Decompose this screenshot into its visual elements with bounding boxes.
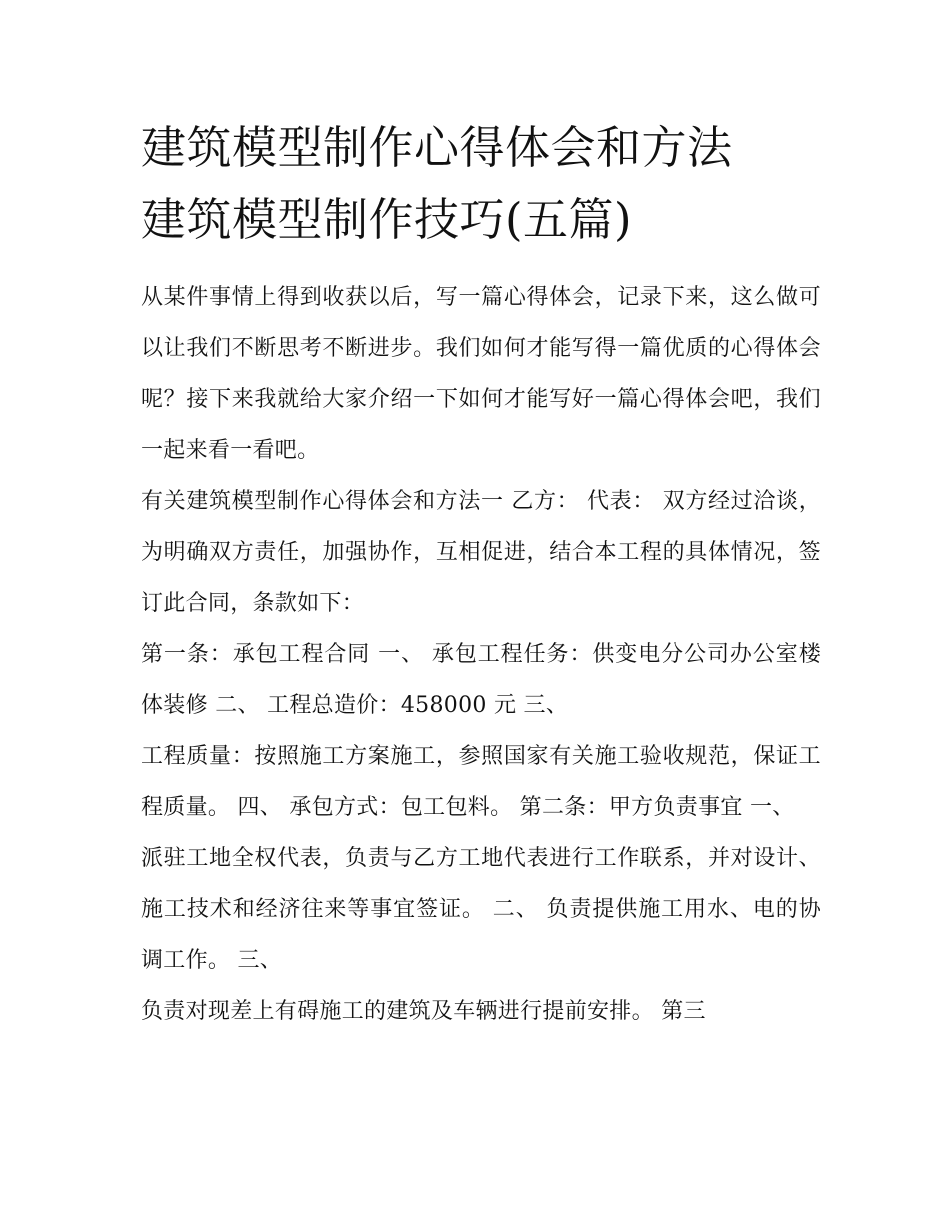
paragraph-site-representative: 派驻工地全权代表，负责与乙方工地代表进行工作联系，并对设计、施工技术和经济往来等事宜签证。 二、 负责提供施工用水、电的协调工作。 三、 — [141, 846, 821, 973]
document-title: 建筑模型制作心得体会和方法 建筑模型制作技巧(五篇) — [141, 121, 733, 246]
document-content — [141, 112, 821, 1037]
paragraph-obstacles: 负责对现差上有碍施工的建筑及车辆进行提前安排。 第三 — [141, 999, 706, 1024]
paragraph-contract-parties: 有关建筑模型制作心得体会和方法一 乙方： 代表： 双方经过洽谈，为明确双方责任，加强协作，互相促进，结合本工程的具体情况，签订此合同，条款如下： — [141, 489, 821, 616]
paragraph-article-one: 第一条：承包工程合同 一、 承包工程任务：供变电分公司办公室楼体装修 二、 工程总造价：458000 元 三、 — [141, 642, 821, 718]
paragraph-intro: 从某件事情上得到收获以后，写一篇心得体会，记录下来，这么做可以让我们不断思考不断进步。我们如何才能写得一篇优质的心得体会呢？接下来我就给大家介绍一下如何才能写好一篇心得体会吧，我们一起来看一看吧。 — [141, 285, 821, 463]
document-body — [141, 272, 821, 1037]
paragraph-quality: 工程质量：按照施工方案施工，参照国家有关施工验收规范，保证工程质量。 四、 承包方式：包工包料。 第二条：甲方负责事宜 一、 — [141, 744, 821, 820]
